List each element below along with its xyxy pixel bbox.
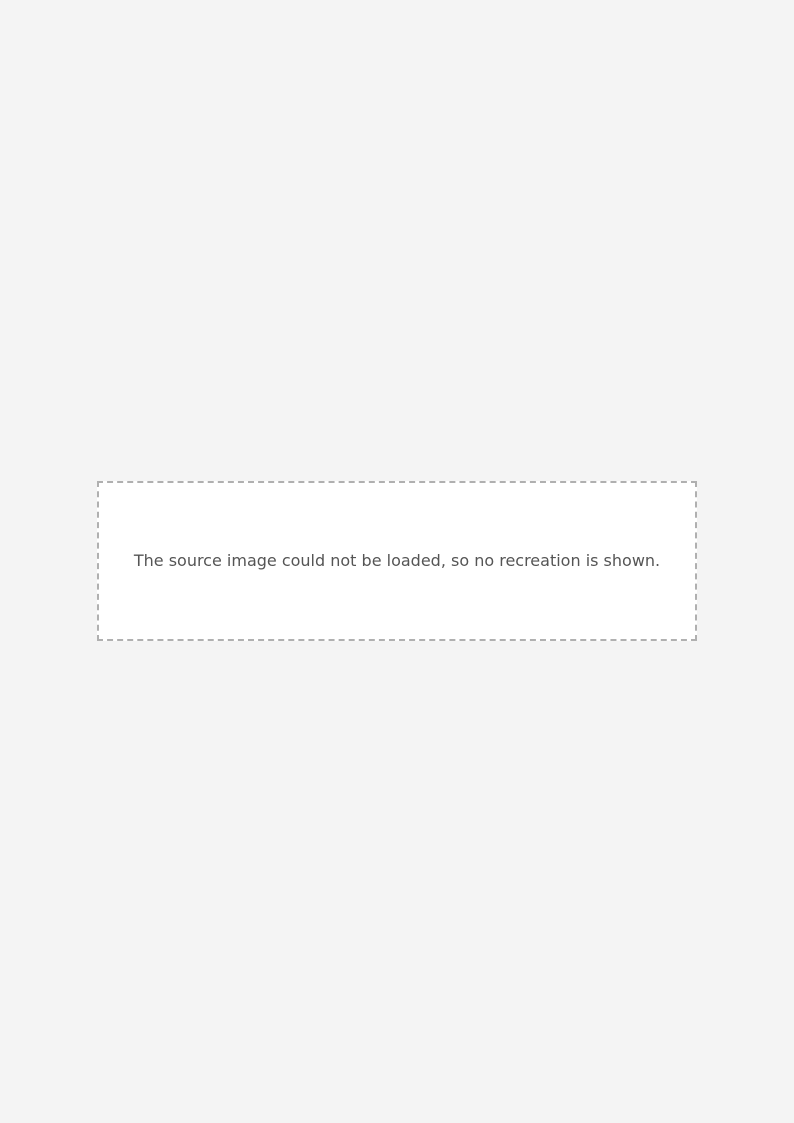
image-unavailable-notice bbox=[97, 481, 697, 641]
notice-message: The source image could not be loaded, so no recreation is shown. bbox=[133, 551, 661, 570]
